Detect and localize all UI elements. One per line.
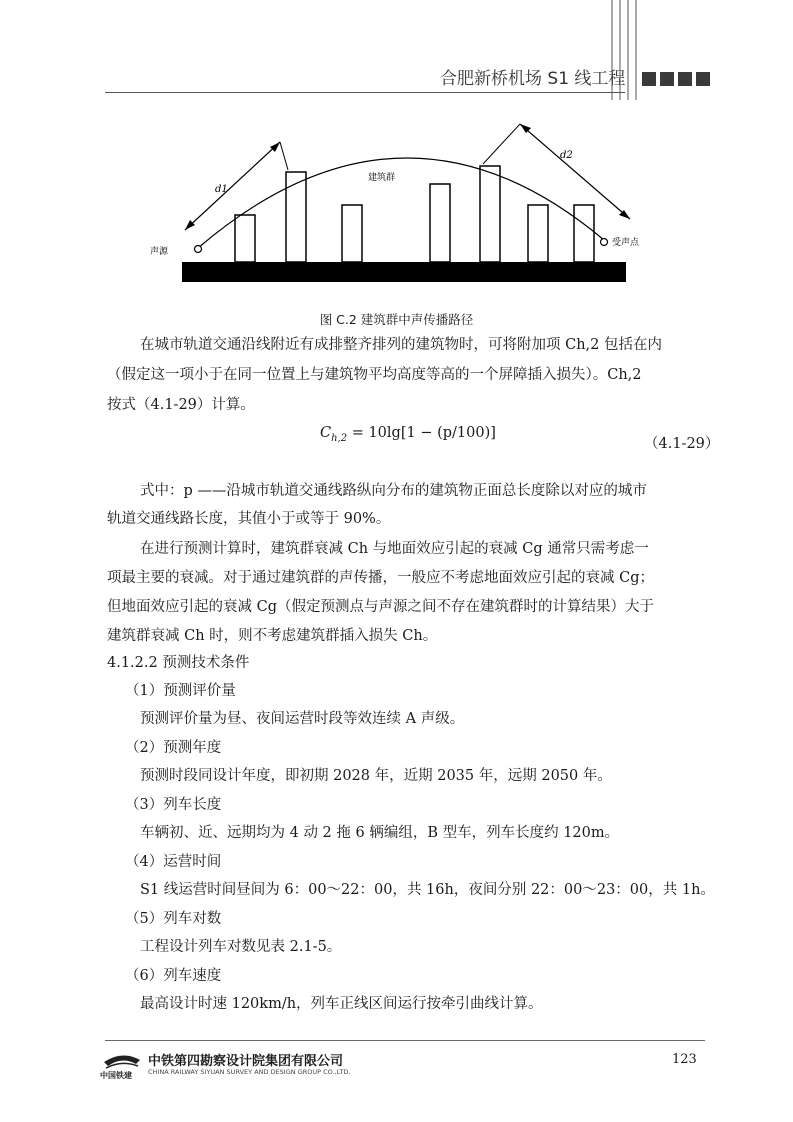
formula-rhs: = 10lg[1 − (p/100)] [351, 425, 496, 441]
receiver-point [601, 239, 608, 246]
label-receiver: 受声点 [612, 238, 640, 248]
subheading: （5）列车对数 [125, 911, 222, 927]
label-buildings: 建筑群 [368, 173, 396, 183]
company-name-en: CHINA RAILWAY SIYUAN SURVEY AND DESIGN GROUP CO.,LTD. [148, 1068, 351, 1076]
footer-rule [105, 1040, 705, 1041]
subheading: （1）预测评价量 [125, 683, 236, 699]
header-rule [105, 92, 625, 93]
header-title: 合肥新桥机场 S1 线工程 [440, 69, 626, 89]
subheading: （4）运营时间 [125, 854, 222, 870]
formula-lhs: C [320, 425, 332, 441]
company-name-cn: 中铁第四勘察设计院集团有限公司 [148, 1054, 344, 1069]
sound-propagation-figure [140, 112, 660, 292]
paragraph-line: 在城市轨道交通沿线附近有成排整齐排列的建筑物时，可将附加项 Ch,2 包括在内 [140, 337, 662, 353]
building [430, 184, 450, 262]
label-source: 声源 [150, 247, 169, 257]
paragraph-line: 式中：p ——沿城市轨道交通线路纵向分布的建筑物正面总长度除以对应的城市 [140, 483, 647, 499]
crcc-label: 中国铁建 [100, 1071, 132, 1080]
subheading: （2）预测年度 [125, 740, 222, 756]
formula [320, 425, 496, 444]
section-heading: 4.1.2.2 预测技术条件 [107, 655, 250, 671]
header-decoration [604, 0, 644, 100]
page-number: 123 [672, 1052, 697, 1067]
building [528, 205, 548, 262]
building [480, 166, 500, 262]
formula-lhs-sub: h,2 [331, 432, 348, 444]
figure-caption: 图 C.2 建筑群中声传播路径 [319, 312, 474, 327]
label-d1: d1 [215, 184, 228, 195]
paragraph-line: 车辆初、近、远期均为 4 动 2 拖 6 辆编组，B 型车，列车长度约 120m。 [140, 825, 620, 841]
building [342, 205, 362, 262]
paragraph-line: S1 线运营时间昼间为 6：00～22：00，共 16h，夜间分别 22：00～23：00，共 1h。 [140, 882, 715, 898]
paragraph-line: 但地面效应引起的衰减 Cg（假定预测点与声源之间不存在建筑群时的计算结果）大于 [107, 599, 654, 615]
equation-number: （4.1-29） [644, 436, 720, 452]
subheading: （6）列车速度 [125, 968, 222, 984]
paragraph-line: 建筑群衰减 Ch 时，则不考虑建筑群插入损失 Ch。 [107, 628, 438, 644]
paragraph-line: （假定这一项小于在同一位置上与建筑物平均高度等高的一个屏障插入损失）。Ch,2 [107, 367, 642, 383]
ground-bar [182, 262, 626, 282]
building [574, 205, 594, 262]
building [286, 172, 306, 262]
building [235, 215, 255, 262]
paragraph-line: 轨道交通线路长度，其值小于或等于 90%。 [107, 511, 391, 527]
label-d2: d2 [560, 150, 573, 161]
subheading: （3）列车长度 [125, 797, 222, 813]
paragraph-line: 按式（4.1-29）计算。 [107, 397, 255, 413]
paragraph-line: 工程设计列车对数见表 2.1-5。 [140, 939, 342, 955]
paragraph-line: 在进行预测计算时，建筑群衰减 Ch 与地面效应引起的衰减 Cg 通常只需考虑一 [140, 541, 649, 557]
paragraph-line: 预测评价量为昼、夜间运营时段等效连续 A 声级。 [140, 711, 465, 727]
paragraph-line: 预测时段同设计年度，即初期 2028 年，近期 2035 年，远期 2050 年。 [140, 768, 612, 784]
paragraph-line: 最高设计时速 120km/h，列车正线区间运行按牵引曲线计算。 [140, 996, 543, 1012]
source-point [195, 246, 202, 253]
paragraph-line: 项最主要的衰减。对于通过建筑群的声传播，一般应不考虑地面效应引起的衰减 Cg； [107, 570, 654, 586]
header-squares [642, 72, 710, 88]
